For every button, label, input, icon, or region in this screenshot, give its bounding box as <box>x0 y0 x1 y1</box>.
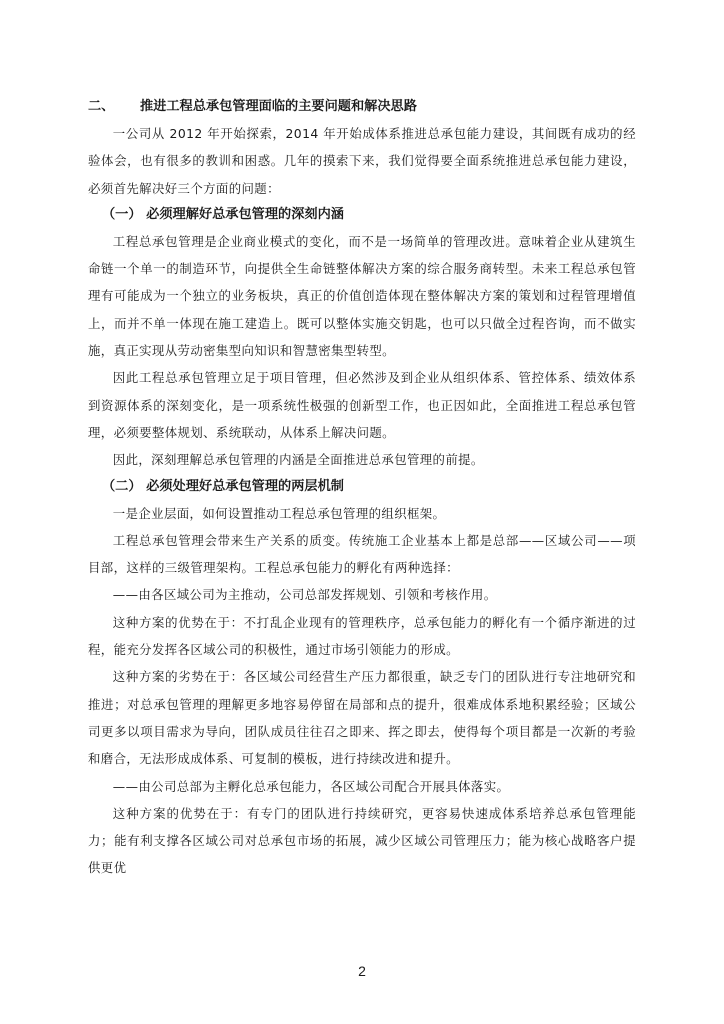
paragraph: 因此工程总承包管理立足于项目管理，但必然涉及到企业从组织体系、管控体系、绩效体系到资源体系的深刻变化，是一项系统性极强的创新型工作，也正因如此，全面推进工程总承包管理，必须要整体规划、系统联动，从体系上解决问题。 <box>88 370 636 440</box>
page-number: 2 <box>358 963 366 979</box>
paragraph: 工程总承包管理是企业商业模式的变化，而不是一场简单的管理改进。意味着企业从建筑生命链一个单一的制造环节，向提供全生命链整体解决方案的综合服务商转型。未来工程总承包管理有可能成为一个独立的业务板块，真正的价值创造体现在整体解决方案的策划和过程管理增值上，而并不单一体现在施工建造上。既可以整体实施交钥匙，也可以只做全过程咨询，而不做实施，真正实现从劳动密集型向知识和智慧密集型转型。 <box>88 233 636 359</box>
paragraph: ——由各区域公司为主推动，公司总部发挥规划、引领和考核作用。 <box>112 587 497 603</box>
paragraph: 一是企业层面，如何设置推动工程总承包管理的组织框架。 <box>112 505 446 521</box>
section-title: 推进工程总承包管理面临的主要问题和解决思路 <box>140 99 417 114</box>
section-number: 二、 <box>88 99 115 114</box>
paragraph: 这种方案的优势在于：有专门的团队进行持续研究，更容易快速成体系培养总承包管理能力；能有利支撑各区域公司对总承包市场的拓展，减少区域公司管理压力；能为核心战略客户提供更优 <box>88 805 636 876</box>
subsection-1-title: （一） 必须理解好总承包管理的深刻内涵 <box>102 206 344 222</box>
subsection-2-title: （二） 必须处理好总承包管理的两层机制 <box>102 478 344 494</box>
intro-paragraph: 一公司从 2012 年开始探索，2014 年开始成体系推进总承包能力建设，其间既有成功的经验体会，也有很多的教训和困惑。几年的摸索下来，我们觉得要全面系统推进总承包能力建设，必须首先解决好三个方面的问题： <box>88 126 636 196</box>
paragraph: 因此，深刻理解总承包管理的内涵是全面推进总承包管理的前提。 <box>112 452 484 468</box>
paragraph: 工程总承包管理会带来生产关系的质变。传统施工企业基本上都是总部——区域公司——项目部，这样的三级管理架构。工程总承包能力的孵化有两种选择： <box>88 532 636 576</box>
paragraph: 这种方案的劣势在于：各区域公司经营生产压力都很重，缺乏专门的团队进行专注地研究和推进；对总承包管理的理解更多地容易停留在局部和点的提升，很难成体系地积累经验；区域公司更多以项目需求为导向，团队成员往往召之即来、挥之即去，使得每个项目都是一次新的考验和磨合，无法形成成体系、可复制的模板，进行持续改进和提升。 <box>88 669 636 767</box>
document-body <box>88 94 636 882</box>
section-heading <box>88 94 636 120</box>
paragraph: ——由公司总部为主孵化总承包能力，各区域公司配合开展具体落实。 <box>112 778 510 794</box>
paragraph: 这种方案的优势在于：不打乱企业现有的管理秩序，总承包能力的孵化有一个循序渐进的过程，能充分发挥各区域公司的积极性，通过市场引领能力的形成。 <box>88 614 636 658</box>
